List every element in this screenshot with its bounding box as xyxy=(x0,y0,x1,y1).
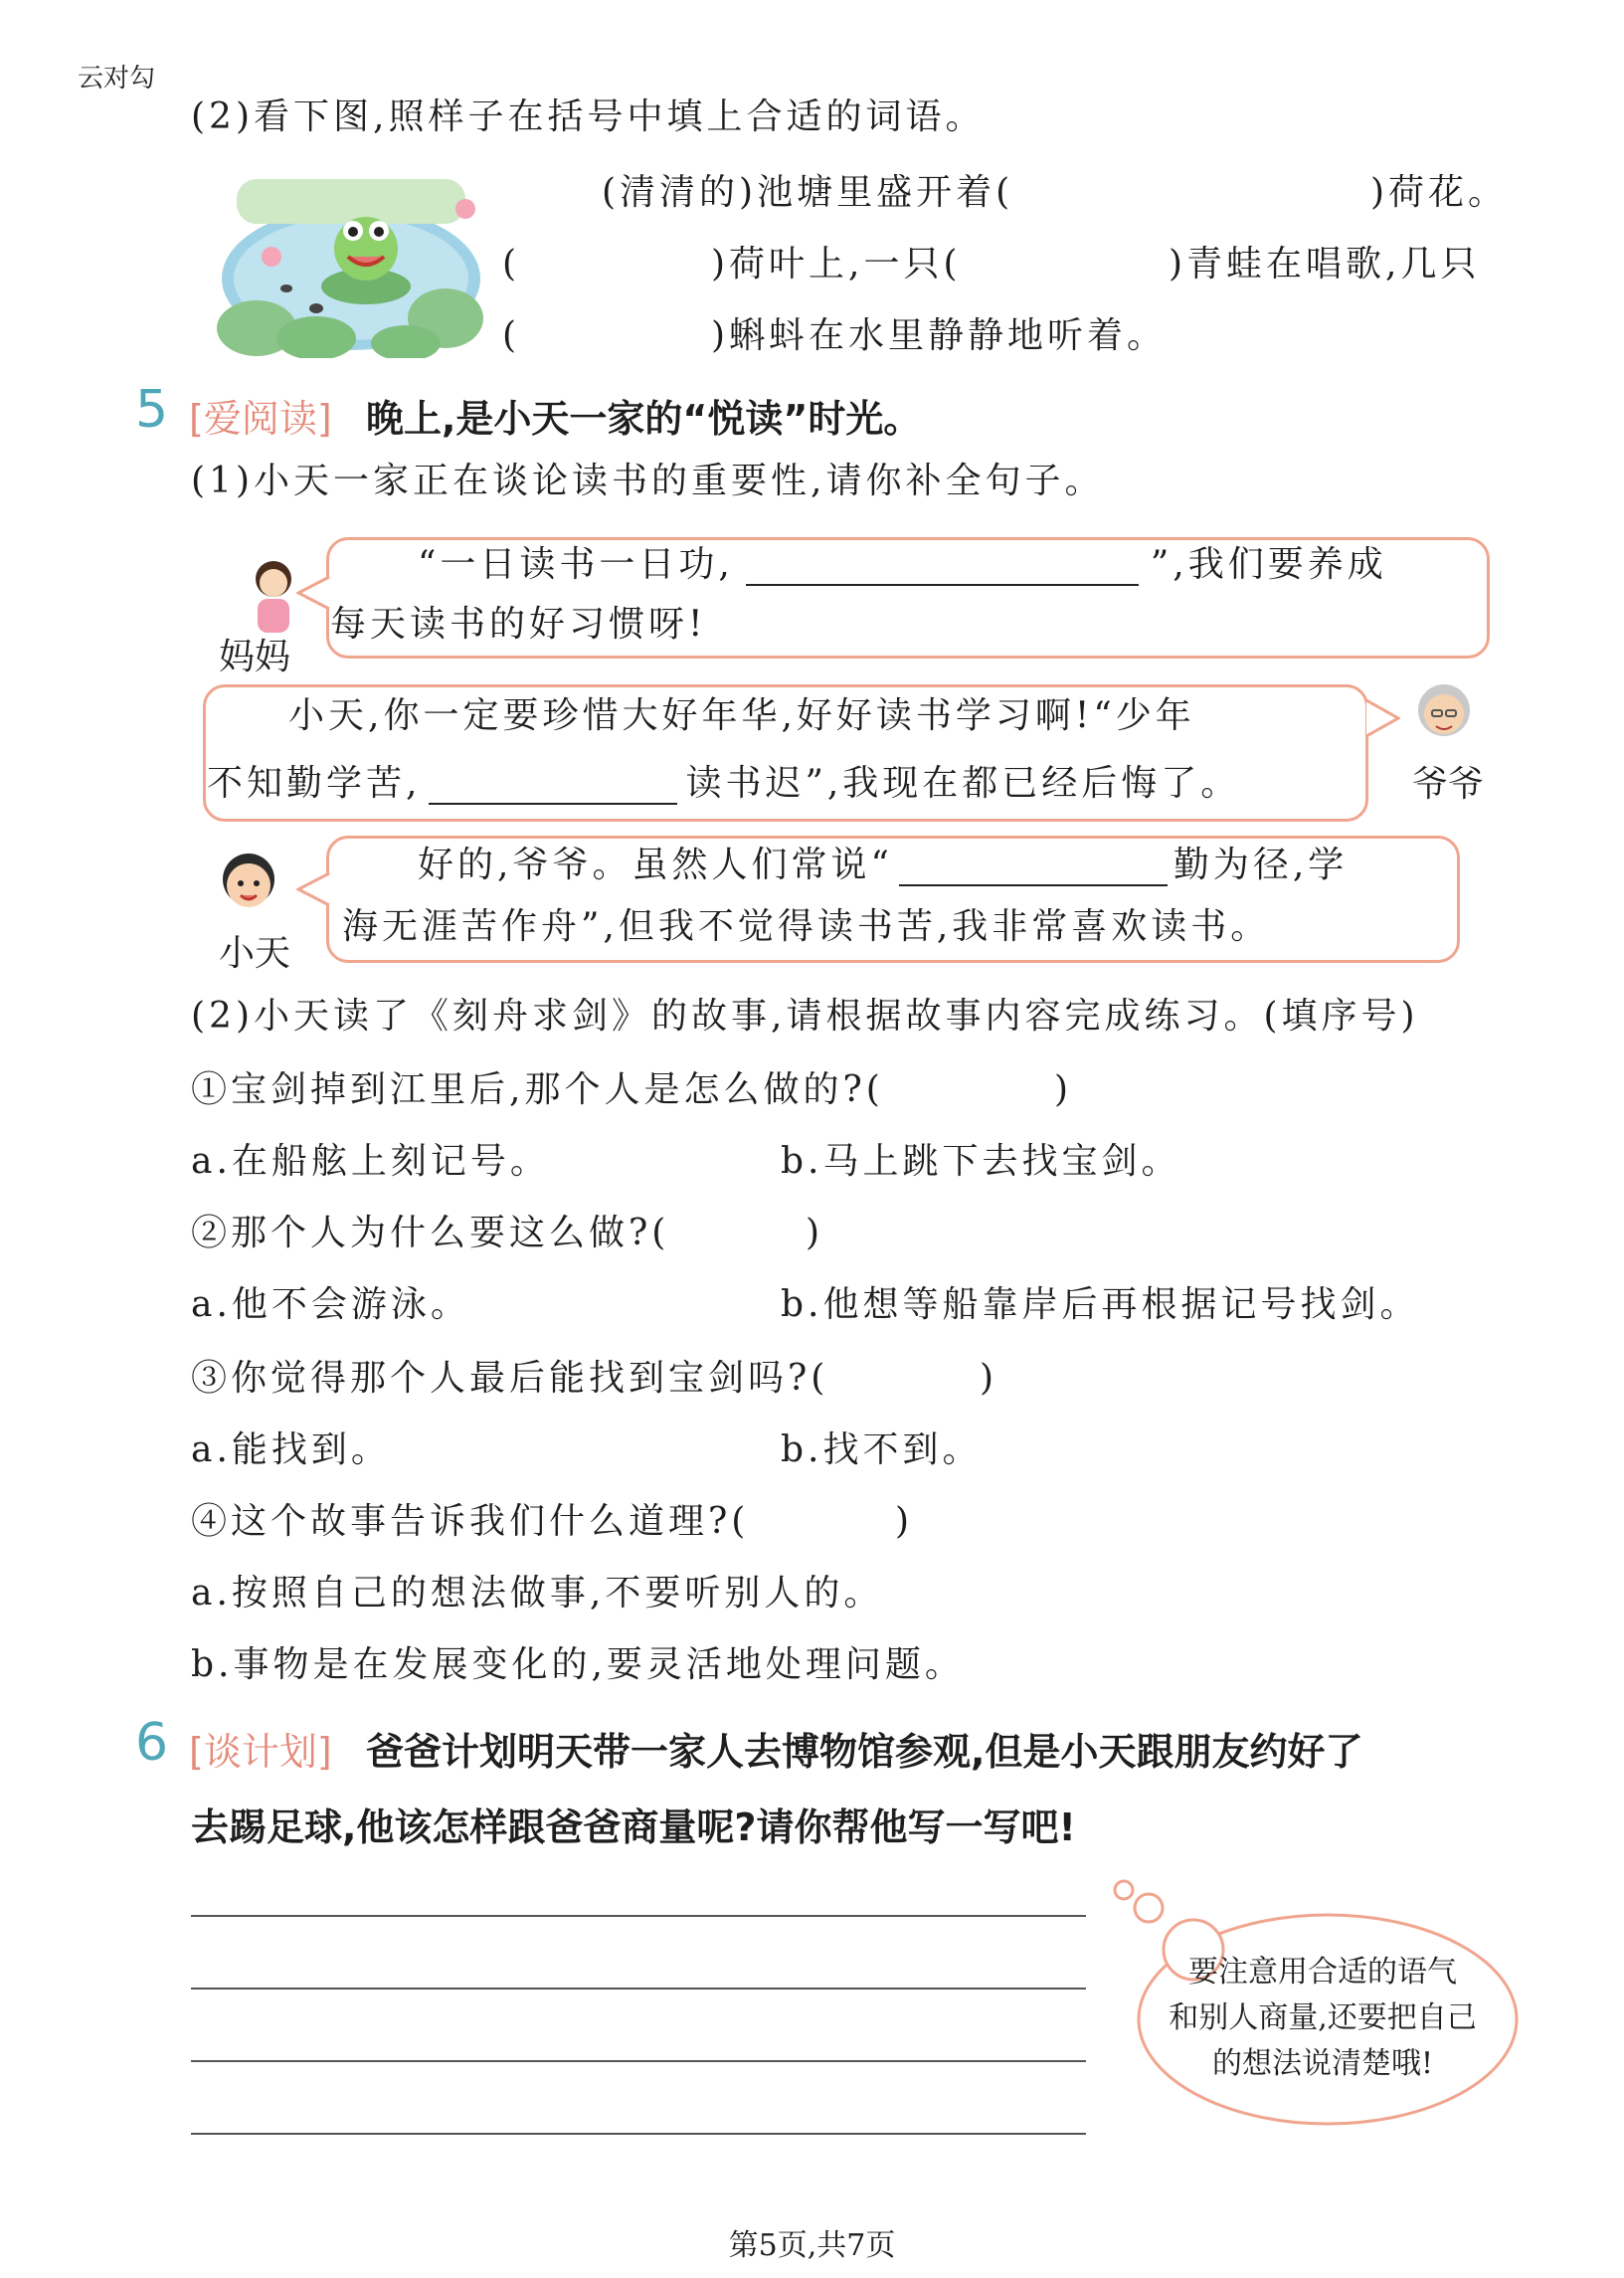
xiaotian-line1: 好的,爷爷。虽然人们常说“ 勤为径,学 xyxy=(418,845,1349,885)
story-option-3b[interactable]: b.找不到。 xyxy=(781,1429,983,1470)
xiaotian-avatar xyxy=(214,846,283,923)
tip-text xyxy=(1134,1950,1512,2087)
q6-tag: [谈计划] xyxy=(189,1730,332,1774)
grandpa-bubble-tail xyxy=(1364,698,1400,738)
xiaotian-line2: 海无涯苦作舟”,但我不觉得读书苦,我非常喜欢读书。 xyxy=(342,906,1271,947)
q4-line1-example: (清清的)池塘里盛开着( xyxy=(602,172,1014,213)
story-question-3-close: ) xyxy=(980,1358,998,1399)
story-question-4: ④这个故事告诉我们什么道理?( xyxy=(191,1501,750,1542)
story-question-3: ③你觉得那个人最后能找到宝剑吗?( xyxy=(191,1358,829,1399)
grandpa-label: 爷爷 xyxy=(1412,764,1485,805)
writing-line-2[interactable] xyxy=(191,1988,1086,1990)
mom-bubble-tail xyxy=(296,575,330,611)
story-question-4-close: ) xyxy=(895,1501,914,1542)
q4-line2-start: ( xyxy=(502,244,521,285)
mom-answer-blank[interactable] xyxy=(746,544,1139,586)
writing-line-3[interactable] xyxy=(191,2060,1086,2062)
q6-prompt-line2: 去踢足球,他该怎样跟爸爸商量呢?请你帮他写一写吧! xyxy=(191,1805,1076,1849)
q5-tag: [爱阅读] xyxy=(189,397,332,441)
q4-line1-end: )荷花。 xyxy=(1370,172,1509,213)
q5-title: 晚上,是小天一家的“悦读”时光。 xyxy=(366,397,922,441)
q5-number: 5 xyxy=(135,380,169,440)
story-option-1b[interactable]: b.马上跳下去找宝剑。 xyxy=(781,1141,1181,1182)
pond-frog-illustration xyxy=(217,169,485,358)
q6-number: 6 xyxy=(135,1713,169,1773)
tip-line-2: 和别人商量,还要把自己 xyxy=(1169,2000,1477,2035)
story-question-1: ①宝剑掉到江里后,那个人是怎么做的?( xyxy=(191,1069,884,1110)
story-option-4b[interactable]: b.事物是在发展变化的,要灵活地处理问题。 xyxy=(191,1644,965,1685)
mom-avatar xyxy=(244,557,303,637)
q5-part2-prompt: (2)小天读了《刻舟求剑》的故事,请根据故事内容完成练习。(填序号) xyxy=(191,996,1419,1037)
page-number: 第5页,共7页 xyxy=(728,2228,896,2263)
mom-label: 妈妈 xyxy=(219,637,291,677)
xiaotian-label: 小天 xyxy=(219,933,291,974)
story-option-2b[interactable]: b.他想等船靠岸后再根据记号找剑。 xyxy=(781,1284,1420,1325)
story-option-4a[interactable]: a.按照自己的想法做事,不要听别人的。 xyxy=(191,1573,884,1614)
mom-line1: “一日读书一日功, ”,我们要养成 xyxy=(418,544,1387,585)
story-option-2a[interactable]: a.他不会游泳。 xyxy=(191,1284,470,1325)
q4-line2-mid: )荷叶上,一只( xyxy=(711,244,962,285)
grandpa-answer-blank[interactable] xyxy=(429,763,677,805)
writing-line-4[interactable] xyxy=(191,2133,1086,2135)
q4-part2-prompt: (2)看下图,照样子在括号中填上合适的词语。 xyxy=(191,96,986,137)
q6-prompt-line1: 爸爸计划明天带一家人去博物馆参观,但是小天跟朋友约好了 xyxy=(366,1730,1363,1774)
grandpa-avatar xyxy=(1410,676,1478,754)
story-option-3a[interactable]: a.能找到。 xyxy=(191,1429,391,1470)
grandpa-line2: 不知勤学苦, 读书迟”,我现在都已经后悔了。 xyxy=(207,763,1241,804)
brand-label: 云对勾 xyxy=(78,64,156,94)
q4-line3-end: )蝌蚪在水里静静地听着。 xyxy=(711,315,1168,356)
tip-line-3: 的想法说清楚哦! xyxy=(1211,2046,1434,2081)
writing-line-1[interactable] xyxy=(191,1915,1086,1917)
story-question-2: ②那个人为什么要这么做?( xyxy=(191,1213,670,1253)
story-question-1-close: ) xyxy=(1054,1069,1073,1110)
story-option-1a[interactable]: a.在船舷上刻记号。 xyxy=(191,1141,550,1182)
xiaotian-answer-blank[interactable] xyxy=(899,845,1168,886)
grandpa-line1: 小天,你一定要珍惜大好年华,好好读书学习啊!“少年 xyxy=(288,695,1195,736)
q4-line3-start: ( xyxy=(502,315,521,356)
q5-part1-prompt: (1)小天一家正在谈论读书的重要性,请你补全句子。 xyxy=(191,461,1105,501)
q4-line2-end: )青蛙在唱歌,几只 xyxy=(1169,244,1481,285)
tip-line-1: 要注意用合适的语气 xyxy=(1188,1955,1457,1990)
xiaotian-bubble-tail xyxy=(296,871,330,907)
story-question-2-close: ) xyxy=(806,1213,824,1253)
mom-line2: 每天读书的好习惯呀! xyxy=(330,604,707,645)
